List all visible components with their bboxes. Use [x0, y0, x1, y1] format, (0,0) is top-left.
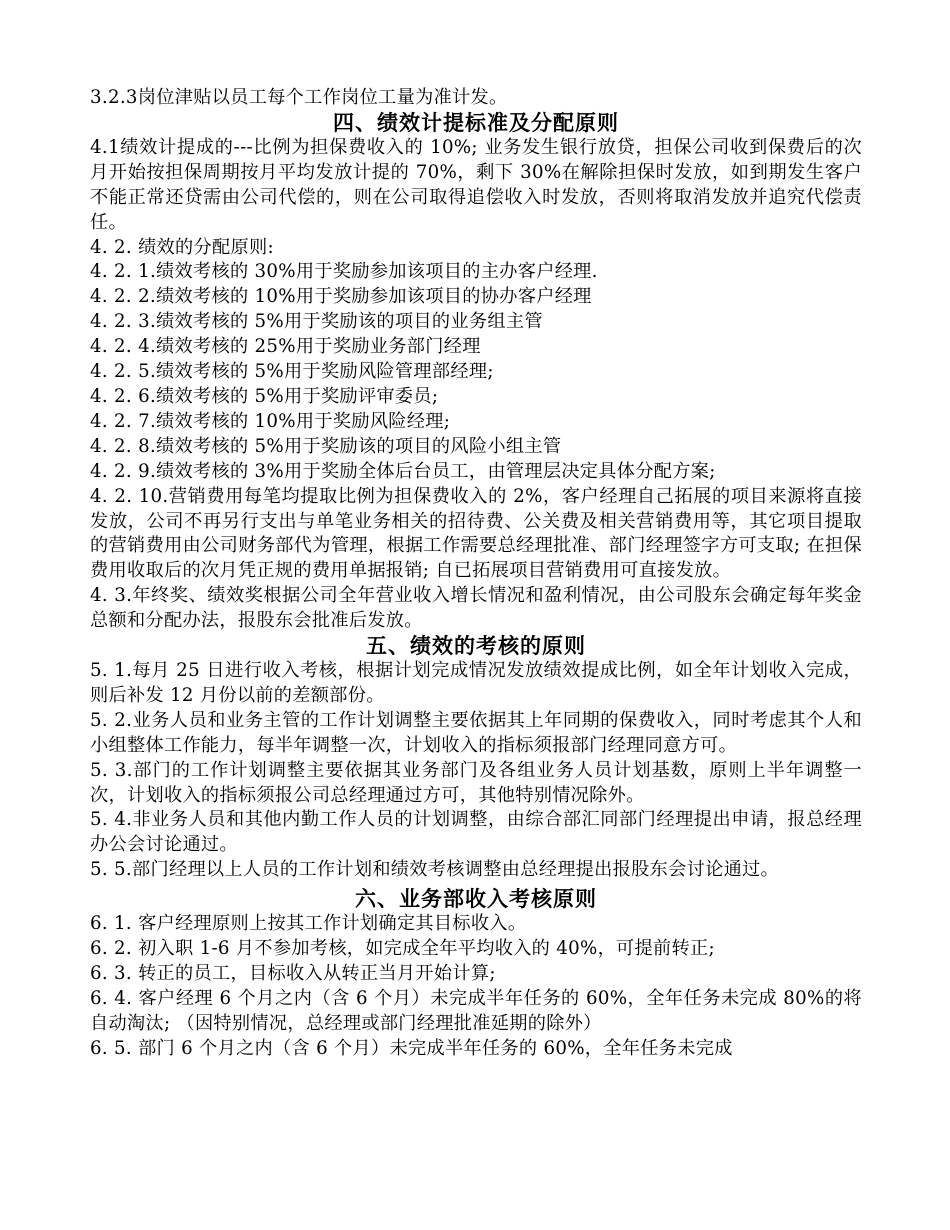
paragraph-4-2-8: 4. 2. 8.绩效考核的 5%用于奖励该的项目的风险小组主管 — [90, 435, 562, 457]
section-6-heading: 六、业务部收入考核原则 — [355, 887, 597, 912]
paragraph-5-4: 5. 4.非业务人员和其他内勤工作人员的计划调整，由综合部汇同部门经理提出申请，报总经理办公会讨论通过。 — [90, 809, 862, 856]
paragraph-6-3: 6. 3. 转正的员工，目标收入从转正当月开始计算; — [90, 963, 496, 984]
paragraph-4-2-4: 4. 2. 4.绩效考核的 25%用于奖励业务部门经理 — [90, 336, 481, 358]
paragraph-5-3: 5. 3.部门的工作计划调整主要依据其业务部门及各组业务人员计划基数，原则上半年调整一次，计划收入的指标须报公司总经理通过方可，其他特别情况除外。 — [90, 759, 862, 806]
paragraph-4-2-6: 4. 2. 6.绩效考核的 5%用于奖励评审委员; — [90, 385, 439, 407]
paragraph-4-2: 4. 2. 绩效的分配原则: — [90, 236, 274, 258]
paragraph-4-2-1: 4. 2. 1.绩效考核的 30%用于奖励参加该项目的主办客户经理. — [90, 261, 598, 283]
paragraph-4-2-3: 4. 2. 3.绩效考核的 5%用于奖励该的项目的业务组主管 — [90, 311, 543, 333]
paragraph-4-2-9: 4. 2. 9.绩效考核的 3%用于奖励全体后台员工，由管理层决定具体分配方案; — [90, 460, 716, 482]
paragraph-4-2-7: 4. 2. 7.绩效考核的 10%用于奖励风险经理; — [90, 410, 451, 432]
paragraph-4-2-10: 4. 2. 10.营销费用每笔均提取比例为担保费收入的 2%，客户经理自己拓展的项目来源将直接发放，公司不再另行支出与单笔业务相关的招待费、公关费及相关营销费用等，其它项目提取的营销费用由公司财务部代为管理，根据工作需要总经理批准、部门经理签字方可支取; 在担保费用收取后的次月凭正规的费用单据报销; 自已拓展项目营销费用可直接发放。 — [90, 485, 862, 582]
paragraph-3-2-3: 3.2.3岗位津贴以员工每个工作岗位工量为准计发。 — [90, 87, 508, 108]
paragraph-5-2: 5. 2.业务人员和业务主管的工作计划调整主要依据其上年同期的保费收入，同时考虑其个人和小组整体工作能力，每半年调整一次，计划收入的指标须报部门经理同意方可。 — [90, 709, 862, 756]
paragraph-4-1: 4.1绩效计提成的---比例为担保费收入的 10%; 业务发生银行放贷，担保公司收到保费后的次月开始按担保周期按月平均发放计提的 70%，剩下 30%在解除担保时发放，如到期发生客户不能正常还贷需由公司代偿的，则在公司取得追偿收入时发放，否则将取消发放并追究代偿责任。 — [90, 136, 862, 233]
paragraph-4-3: 4. 3.年终奖、绩效奖根据公司全年营业收入增长情况和盈利情况，由公司股东会确定每年奖金总额和分配办法，报股东会批准后发放。 — [90, 585, 862, 632]
paragraph-4-2-2: 4. 2. 2.绩效考核的 10%用于奖励参加该项目的协办客户经理 — [90, 286, 592, 308]
paragraph-6-5: 6. 5. 部门 6 个月之内（含 6 个月）未完成半年任务的 60%，全年任务未完成 — [90, 1037, 733, 1059]
section-5-heading: 五、绩效的考核的原则 — [366, 634, 586, 659]
paragraph-4-2-5: 4. 2. 5.绩效考核的 5%用于奖励风险管理部经理; — [90, 361, 494, 383]
paragraph-5-1: 5. 1.每月 25 日进行收入考核，根据计划完成情况发放绩效提成比例，如全年计划收入完成，则后补发 12 月份以前的差额部份。 — [90, 660, 862, 706]
paragraph-6-2: 6. 2. 初入职 1-6 月不参加考核，如完成全年平均收入的 40%，可提前转正; — [90, 938, 715, 960]
section-4-heading: 四、绩效计提标准及分配原则 — [333, 110, 619, 135]
paragraph-6-1: 6. 1. 客户经理原则上按其工作计划确定其目标收入。 — [90, 913, 527, 935]
paragraph-6-4: 6. 4. 客户经理 6 个月之内（含 6 个月）未完成半年任务的 60%，全年任务未完成 80%的将自动淘汰; （因特别情况，总经理或部门经理批准延期的除外） — [90, 987, 862, 1034]
paragraph-5-5: 5. 5.部门经理以上人员的工作计划和绩效考核调整由总经理提出报股东会讨论通过。 — [90, 859, 780, 881]
document-page — [90, 86, 862, 1062]
